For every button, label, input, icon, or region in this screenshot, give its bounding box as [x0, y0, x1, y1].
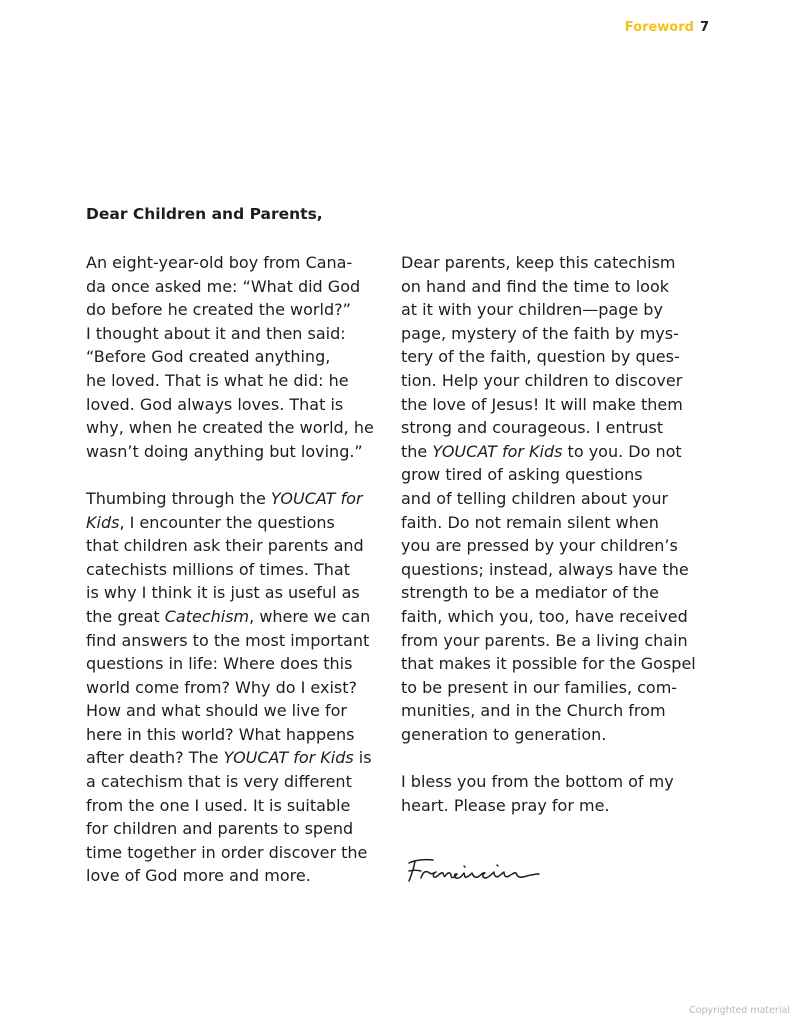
text-line: tion. Help your children to discover [401, 370, 683, 390]
text-line: Dear parents, keep this catechism [401, 253, 676, 272]
text-line: faith. Do not remain silent when [401, 512, 659, 532]
left-paragraph-2 [86, 487, 382, 888]
text-line: love of God more and more. [86, 866, 311, 886]
text-line: at it with your children—page by [401, 300, 663, 320]
paragraph-gap [401, 746, 701, 770]
text-line: strong and courageous. I entrust [401, 418, 664, 438]
text-line: grow tired of asking questions [401, 465, 643, 485]
book-title: Kids [86, 512, 120, 532]
page-number: 7 [699, 20, 709, 35]
copyright-notice: Copyrighted material [689, 1005, 790, 1016]
text-line: and of telling children about your [401, 488, 669, 508]
right-paragraph-2 [401, 770, 701, 817]
text-line: after death? The YOUCAT for Kids is [86, 748, 372, 768]
right-column [401, 251, 701, 817]
text-line: loved. God always loves. That is [86, 394, 344, 414]
text-line: catechists millions of times. That [86, 559, 351, 579]
book-title: YOUCAT for Kids [432, 441, 563, 461]
text-line: da once asked me: “What did God [86, 276, 361, 296]
paragraph-gap [86, 463, 382, 487]
running-header [625, 20, 709, 35]
text-line: questions; instead, always have the [401, 559, 689, 579]
book-title: YOUCAT for Kids [223, 748, 354, 768]
text-line: from your parents. Be a living chain [401, 630, 688, 650]
text-line: do before he created the world?” [86, 300, 351, 320]
text-line: world come from? Why do I exist? [86, 677, 357, 697]
right-paragraph-1 [401, 251, 701, 746]
text-line: faith, which you, too, have received [401, 606, 688, 626]
text-line: for children and parents to spend [86, 819, 354, 839]
text-line: heart. Please pray for me. [401, 795, 610, 815]
section-title: Foreword [624, 20, 694, 35]
text-line: a catechism that is very different [86, 772, 352, 792]
text-line: to be present in our families, com- [401, 677, 678, 697]
text-line: page, mystery of the faith by mys- [401, 323, 679, 343]
text-line: the YOUCAT for Kids to you. Do not [401, 441, 682, 461]
text-line: An eight-year-old boy from Cana- [86, 253, 353, 272]
text-line: time together in order discover the [86, 842, 368, 862]
text-line: here in this world? What happens [86, 724, 355, 744]
left-column [86, 251, 382, 888]
text-line: generation to generation. [401, 724, 607, 744]
book-title: Catechism [164, 606, 250, 626]
text-line: on hand and find the time to look [401, 276, 670, 296]
text-line: questions in life: Where does this [86, 654, 353, 674]
text-line: he loved. That is what he did: he [86, 370, 349, 390]
text-line: that makes it possible for the Gospel [401, 654, 696, 674]
text-line: Thumbing through the YOUCAT for [86, 488, 363, 508]
text-line: tery of the faith, question by ques- [401, 347, 680, 367]
signature-image [403, 850, 558, 890]
text-line: why, when he created the world, he [86, 418, 374, 438]
text-line: “Before God created anything, [86, 347, 331, 367]
text-line: wasn’t doing anything but loving.” [86, 441, 363, 461]
text-line: find answers to the most important [86, 630, 370, 650]
text-line: the great Catechism, where we can [86, 606, 371, 626]
text-line: I thought about it and then said: [86, 323, 346, 343]
text-line: How and what should we live for [86, 701, 347, 721]
text-line: you are pressed by your children’s [401, 536, 678, 556]
text-line: strength to be a mediator of the [401, 583, 659, 603]
text-line: the love of Jesus! It will make them [401, 394, 683, 414]
text-line: I bless you from the bottom of my [401, 772, 674, 792]
left-paragraph-1 [86, 251, 382, 463]
salutation-heading: Dear Children and Parents, [86, 205, 323, 223]
text-line: is why I think it is just as useful as [86, 583, 360, 603]
text-line: Kids, I encounter the questions [86, 512, 335, 532]
book-title: YOUCAT for [270, 488, 363, 508]
text-line: from the one I used. It is suitable [86, 795, 351, 815]
text-line: munities, and in the Church from [401, 701, 666, 721]
text-line: that children ask their parents and [86, 536, 364, 556]
